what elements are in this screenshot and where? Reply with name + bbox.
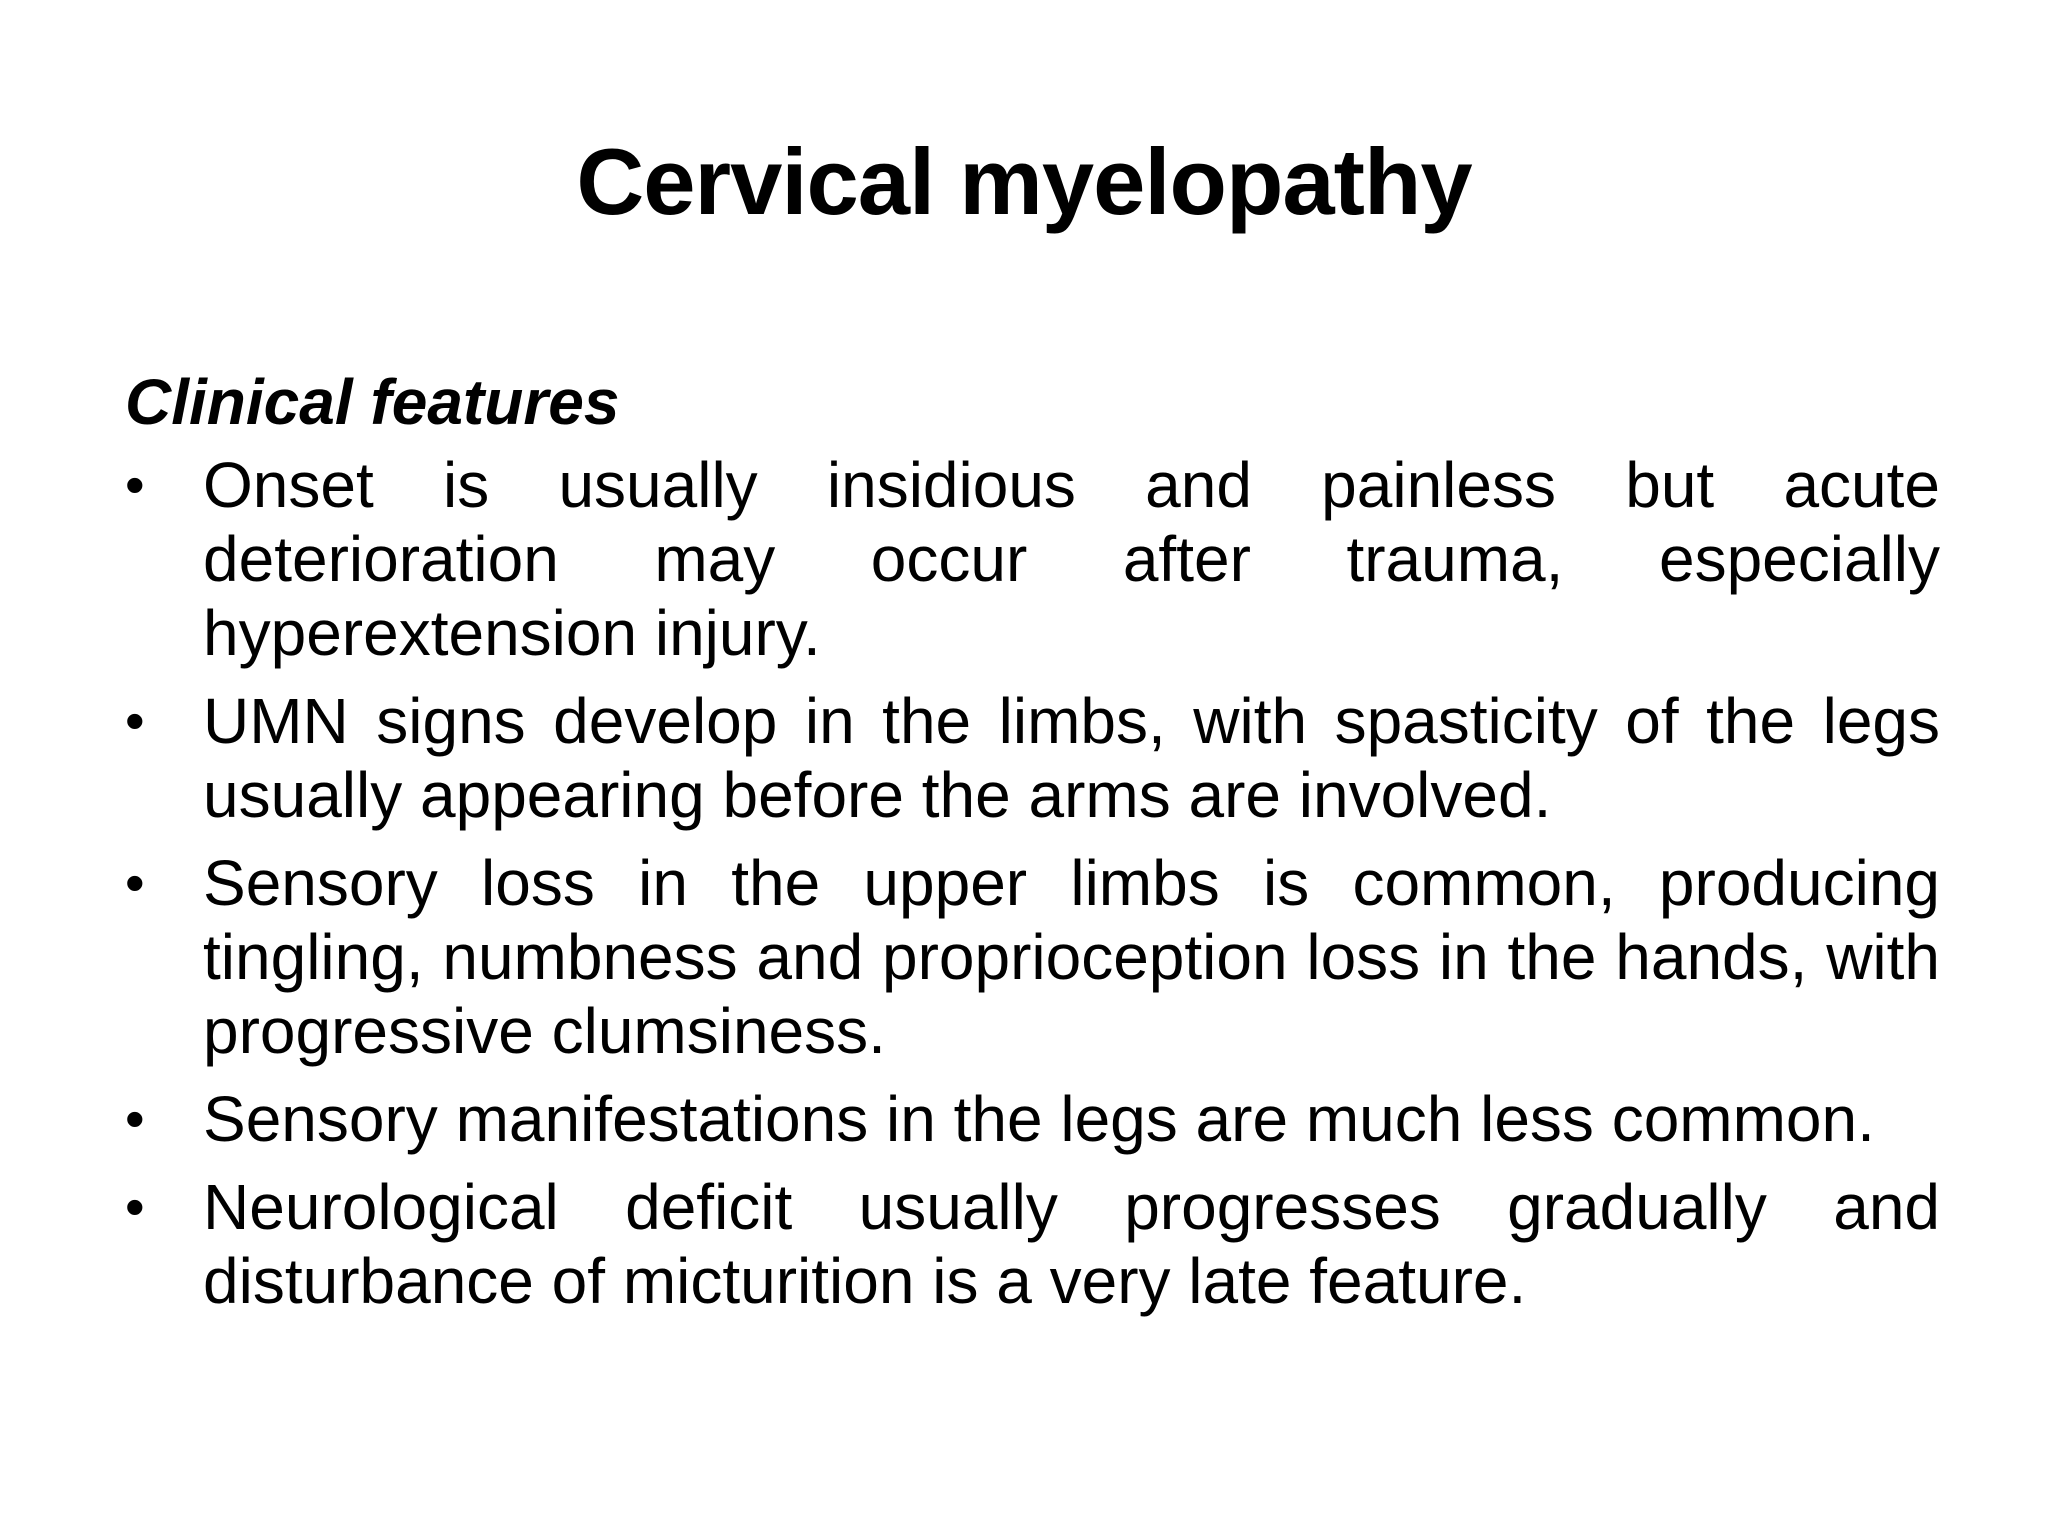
section-subheading: Clinical features [125,366,620,438]
bullet-dot-icon: • [125,689,145,752]
bullet-text: Onset is usually insidious and painless but acute deterioration may occur after trauma, especially hyperextension injury. [203,449,1940,669]
bullet-text: Sensory loss in the upper limbs is common, producing tingling, numbness and proprioception loss in the hands, with progressive clumsiness. [203,847,1940,1067]
slide-content [125,360,1940,1332]
bullet-dot-icon: • [125,851,145,914]
bullet-item [125,448,1940,670]
bullet-item [125,846,1940,1068]
bullet-dot-icon: • [125,1175,145,1238]
slide-title: Cervical myelopathy [576,129,1472,234]
bullet-dot-icon: • [125,1087,145,1150]
bullet-list [125,448,1940,1318]
bullet-text: UMN signs develop in the limbs, with spasticity of the legs usually appearing before the arms are involved. [203,685,1940,831]
bullet-item [125,684,1940,832]
bullet-item [125,1082,1940,1156]
bullet-text: Neurological deficit usually progresses gradually and disturbance of micturition is a very late feature. [203,1171,1940,1317]
bullet-text: Sensory manifestations in the legs are much less common. [203,1083,1875,1155]
bullet-item [125,1170,1940,1318]
bullet-dot-icon: • [125,453,145,516]
